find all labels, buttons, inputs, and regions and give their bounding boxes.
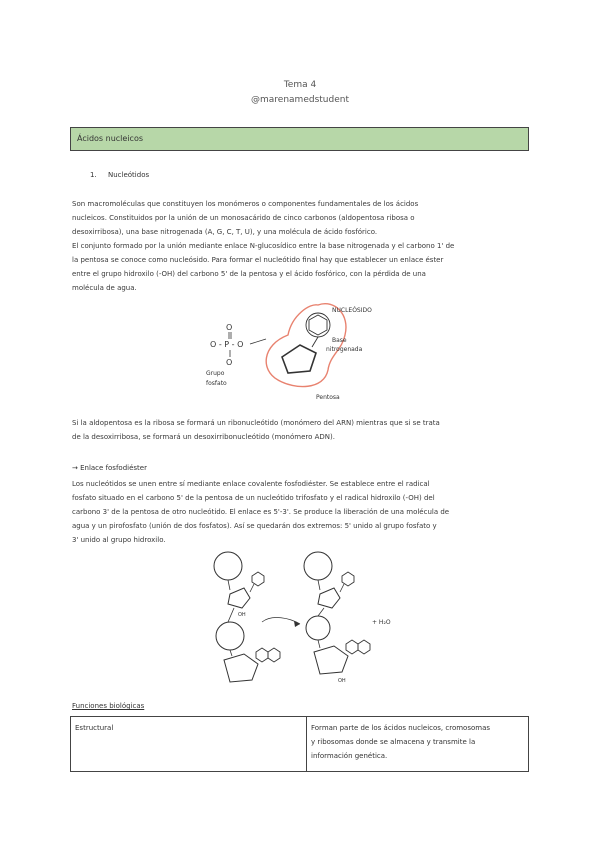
paragraph-line: Si la aldopentosa es la ribosa se formará un ribonucleótido (monómero del ARN) mientras que si se trata (72, 419, 440, 427)
description-line: información genética. (311, 752, 388, 760)
hydroxyl-label-2: OH (338, 678, 346, 684)
paragraph-nucleoside (72, 239, 528, 295)
paragraph-line: Los nucleótidos se unen entre sí mediante enlace covalente fosfodiéster. Se establece entre el radical (72, 480, 430, 488)
phosphate-o-bottom: O (226, 358, 233, 367)
label-phosphate-line1: Grupo (206, 370, 225, 377)
paragraph-line: 3' unido al grupo hidroxilo. (72, 536, 166, 544)
paragraph-line: carbono 3' de la pentosa de otro nucleótido. El enlace es 5'-3'. Se produce la liberación de una molécula de (72, 508, 450, 516)
functions-table (70, 716, 529, 772)
nucleotide-diagram (200, 295, 420, 405)
label-base-line2: nitrogenada (326, 346, 363, 353)
paragraph-line: nucleicos. Constituidos por la unión de un monosacárido de cinco carbonos (aldopentosa ribosa o (72, 214, 415, 222)
function-name: Estructural (71, 717, 307, 772)
phosphodiester-diagram (200, 548, 420, 690)
label-phosphate-line2: fosfato (206, 380, 227, 387)
paragraph-line: Son macromoléculas que constituyen los monómeros o componentes fundamentales de los ácidos (72, 200, 419, 208)
label-base-line1: Base (332, 337, 347, 344)
function-description (307, 717, 529, 772)
paragraph-line: fosfato situado en el carbono 5' de la pentosa de un nucleótido trifosfato y el radical hidroxilo (-OH) del (72, 494, 435, 502)
hydroxyl-label: OH (238, 612, 246, 618)
paragraph-line: desoxirribosa), una base nitrogenada (A, G, C, T, U), y una molécula de ácido fosfórico. (72, 228, 378, 236)
paragraph-line: la pentosa se conoce como nucleósido. Para formar el nucleótido final hay que establecer un enlace éster (72, 256, 444, 264)
description-line: y ribosomas donde se almacena y transmite la (311, 738, 476, 746)
paragraph-line: de la desoxirribosa, se formará un desoxirribonucleótido (monómero ADN). (72, 433, 335, 441)
subsection-title: Nucleótidos (108, 171, 150, 179)
description-line: Forman parte de los ácidos nucleicos, cromosomas (311, 724, 491, 732)
table-row (71, 717, 529, 772)
water-label: + H₂O (372, 619, 391, 626)
paragraph-line: molécula de agua. (72, 284, 137, 292)
paragraph-line: agua y un pirofosfato (unión de dos fosfatos). Así se quedarán dos extremos: 5' unido al grupo fosfato y (72, 522, 437, 530)
page-title: Tema 4 (283, 80, 317, 90)
author-handle: @marenamedstudent (251, 95, 349, 105)
subsection-number: 1. (90, 171, 97, 179)
phosphate-atoms: O - P - O (210, 340, 244, 349)
functions-title: Funciones biológicas (72, 702, 145, 710)
section-header (70, 127, 529, 151)
label-pentose: Pentosa (316, 394, 340, 401)
paragraph-phosphodiester (72, 477, 528, 547)
paragraph-line: entre el grupo hidroxilo (-OH) del carbono 5' de la pentosa y el ácido fosfórico, con la pérdida de una (72, 270, 426, 278)
paragraph-intro (72, 197, 528, 239)
paragraph-ribonucleotide (72, 416, 528, 444)
paragraph-line: El conjunto formado por la unión mediante enlace N-glucosídico entre la base nitrogenada y el carbono 1' de (72, 242, 455, 250)
section-title: Ácidos nucleicos (77, 134, 144, 143)
phosphodiester-heading: → Enlace fosfodiéster (72, 464, 147, 472)
phosphate-o-top: O (226, 323, 233, 332)
label-nucleoside: NUCLEÓSIDO (332, 307, 372, 314)
